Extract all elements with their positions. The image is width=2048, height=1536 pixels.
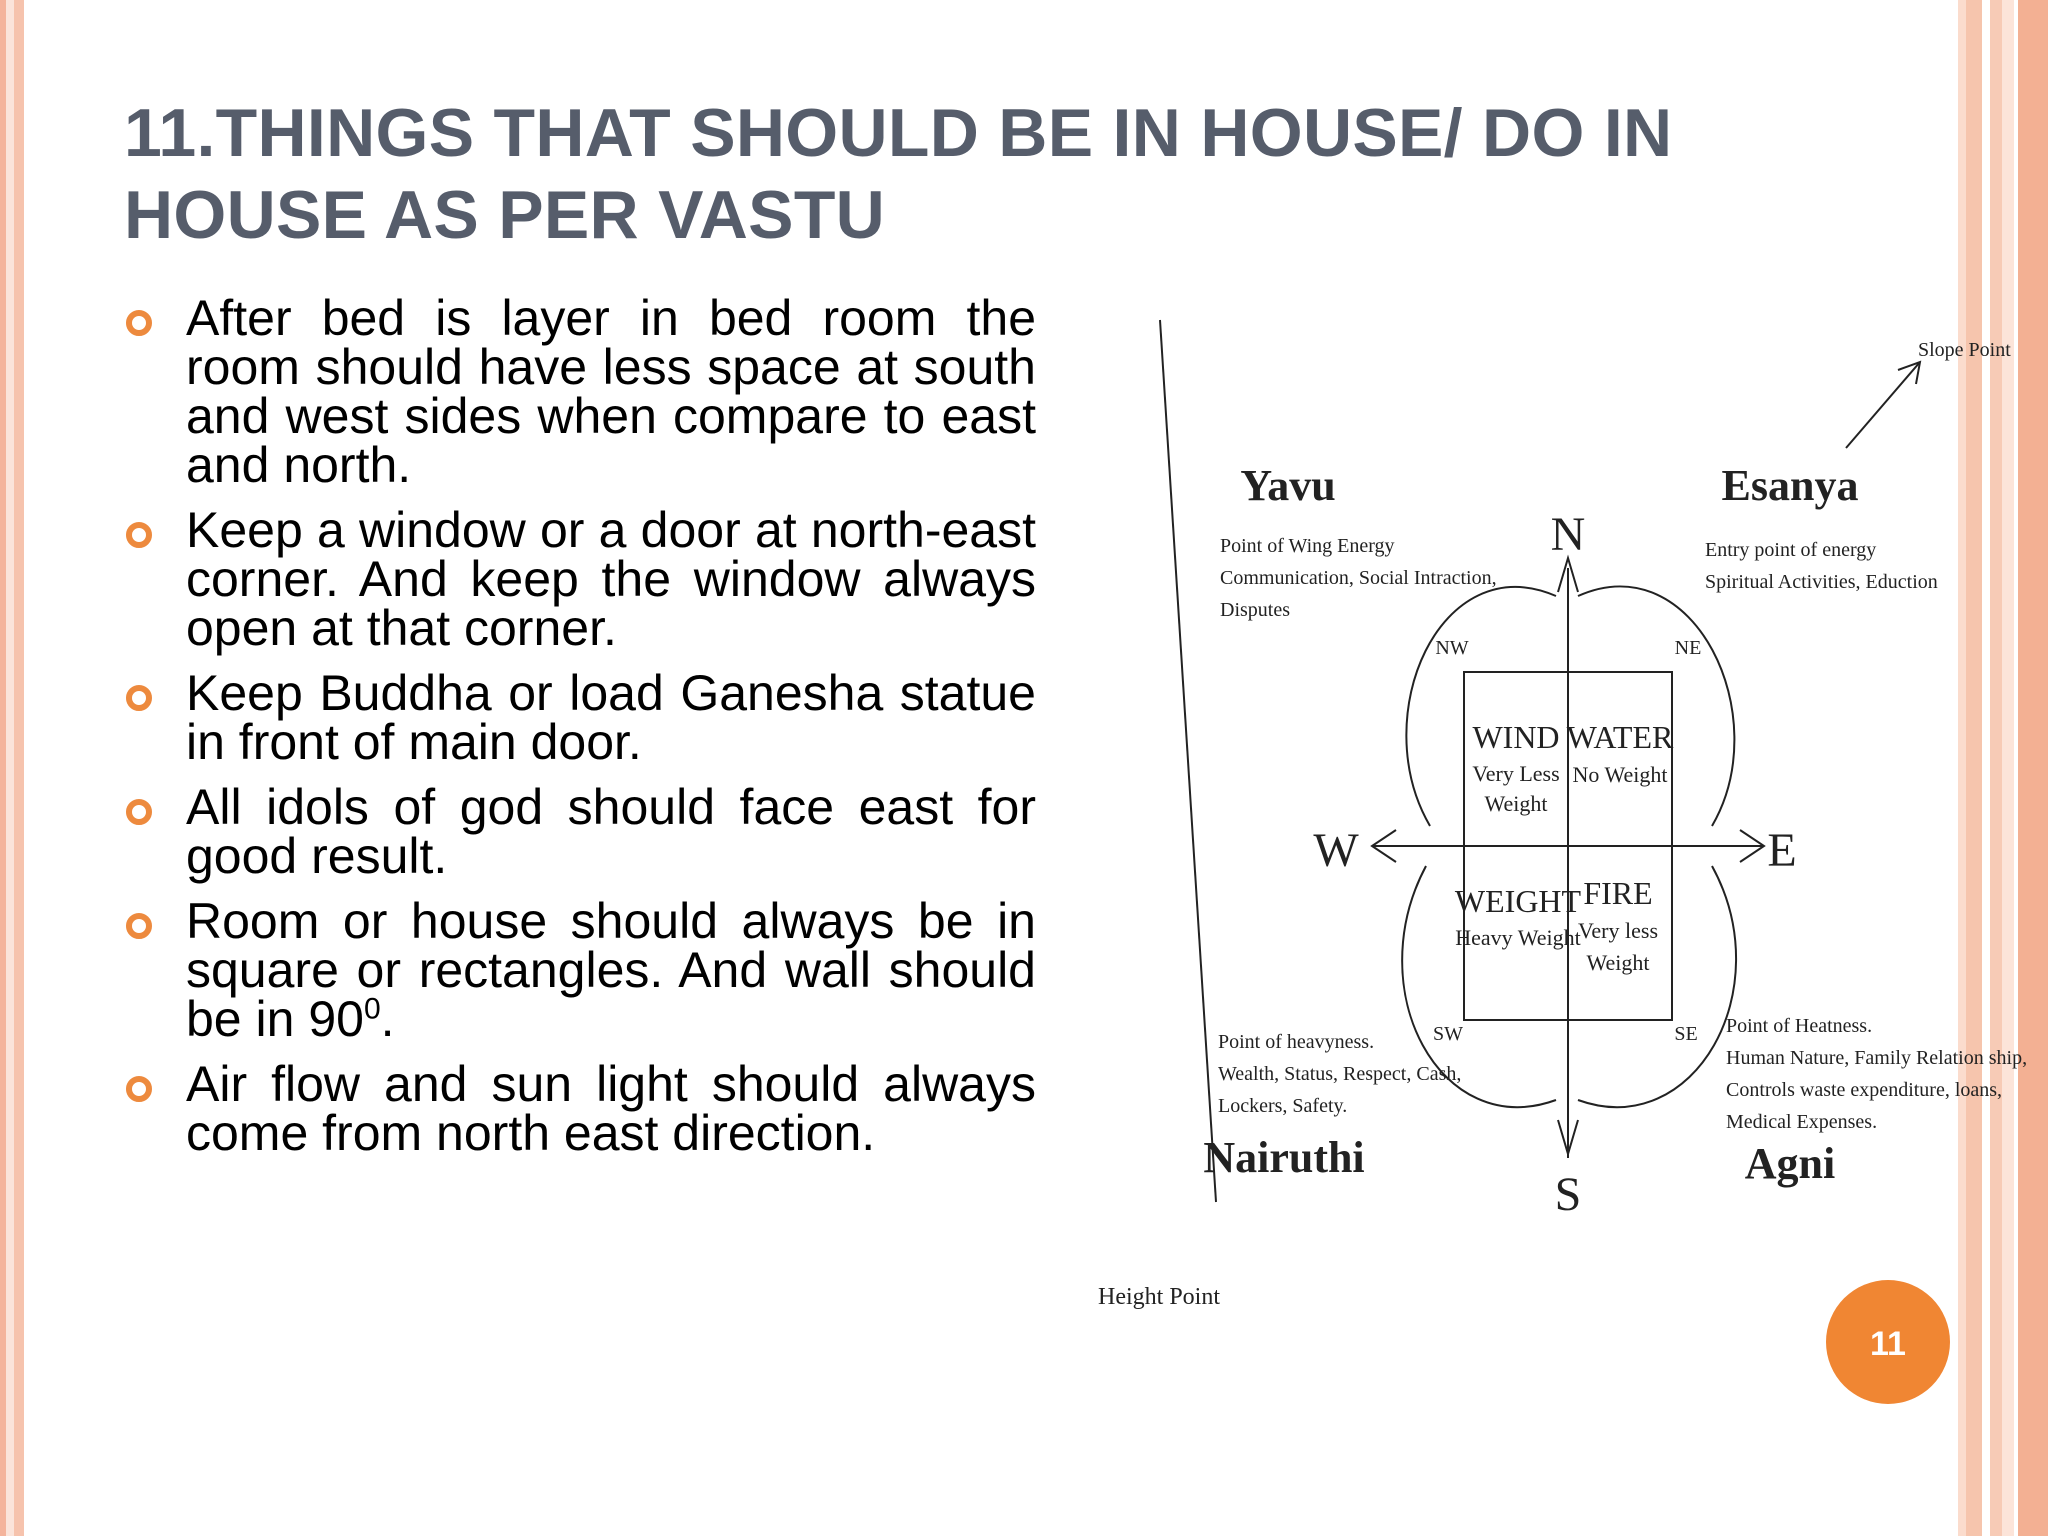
wind-label: WIND <box>1472 719 1560 755</box>
agni-name: Agni <box>1744 1139 1836 1188</box>
height-point-label: Height Point <box>1098 1284 1221 1310</box>
west-label: W <box>1313 824 1359 877</box>
bullet-item <box>126 893 1036 1047</box>
south-label: S <box>1554 1168 1582 1221</box>
agni-desc: Controls waste expenditure, loans, <box>1726 1079 2003 1101</box>
nairuthi-desc: Wealth, Status, Respect, Cash, <box>1218 1063 1462 1085</box>
bullet-text: Keep a window or a door at north-east corner. And keep the window always open at that corner. <box>186 502 1036 656</box>
se-label: SE <box>1674 1023 1698 1045</box>
east-label: E <box>1767 824 1797 877</box>
bullet-item <box>126 779 1036 884</box>
height-point-pointer <box>1160 320 1216 1202</box>
slide-title <box>124 92 1724 256</box>
fire-sub: Very less <box>1577 918 1659 943</box>
bullet-item <box>126 665 1036 770</box>
bullet-item <box>126 290 1036 493</box>
right-border-stripe <box>2002 0 2014 1536</box>
bullet-list <box>126 290 1036 1174</box>
bullet-item <box>126 502 1036 656</box>
esanya-desc: Entry point of energy <box>1705 539 1877 561</box>
north-label: N <box>1550 508 1586 561</box>
yavu-desc: Disputes <box>1220 599 1290 621</box>
ne-petal <box>1578 586 1734 826</box>
bullet-text: Keep Buddha or load Ganesha statue in front of main door. <box>186 665 1036 770</box>
esanya-desc: Spiritual Activities, Eduction <box>1705 571 1938 593</box>
wind-sub: Weight <box>1484 791 1548 816</box>
yavu-desc: Point of Wing Energy <box>1220 535 1395 557</box>
wind-sub: Very Less <box>1472 761 1560 786</box>
weight-sub: Heavy Weight <box>1455 925 1581 950</box>
water-sub: No Weight <box>1572 762 1668 787</box>
bullet-item <box>126 1056 1036 1161</box>
agni-desc: Human Nature, Family Relation ship, <box>1726 1047 2028 1069</box>
water-label: WATER <box>1566 719 1674 755</box>
esanya-name: Esanya <box>1721 461 1859 510</box>
slope-point-label: Slope Point <box>1918 339 2011 361</box>
nairuthi-desc: Lockers, Safety. <box>1218 1095 1348 1117</box>
fire-sub: Weight <box>1586 950 1650 975</box>
nw-label: NW <box>1435 637 1469 659</box>
vastu-diagram <box>1090 320 2028 1320</box>
degree-superscript: 0 <box>363 992 381 1026</box>
agni-desc: Medical Expenses. <box>1726 1111 1878 1133</box>
yavu-desc: Communication, Social Intraction, <box>1220 567 1497 589</box>
nairuthi-desc: Point of heavyness. <box>1218 1031 1375 1053</box>
right-border-stripe <box>2018 0 2048 1536</box>
nairuthi-name: Nairuthi <box>1203 1133 1365 1182</box>
bullet-text: All idols of god should face east for good result. <box>186 779 1036 884</box>
bullet-text: . <box>380 991 395 1047</box>
agni-desc: Point of Heatness. <box>1726 1015 1873 1037</box>
slope-point-pointer <box>1846 362 1920 448</box>
weight-label: WEIGHT <box>1454 883 1582 919</box>
bullet-text: Room or house should always be in square or rectangles. And wall should be in 90 <box>186 893 1036 1047</box>
bullet-text: Air flow and sun light should always come from north east direction. <box>186 1056 1036 1161</box>
fire-label: FIRE <box>1583 875 1653 911</box>
page-number: 11 <box>1870 1325 1906 1363</box>
title-line: 11.THINGS THAT SHOULD BE IN HOUSE/ DO IN <box>124 95 1673 171</box>
ne-label: NE <box>1674 637 1702 659</box>
bullet-text: After bed is layer in bed room the room should have less space at south and west sides when compare to east and north. <box>186 290 1036 493</box>
title-line: HOUSE AS PER VASTU <box>124 177 886 253</box>
yavu-name: Yavu <box>1240 461 1336 510</box>
left-border-decoration <box>0 0 24 1536</box>
sw-label: SW <box>1433 1023 1463 1045</box>
